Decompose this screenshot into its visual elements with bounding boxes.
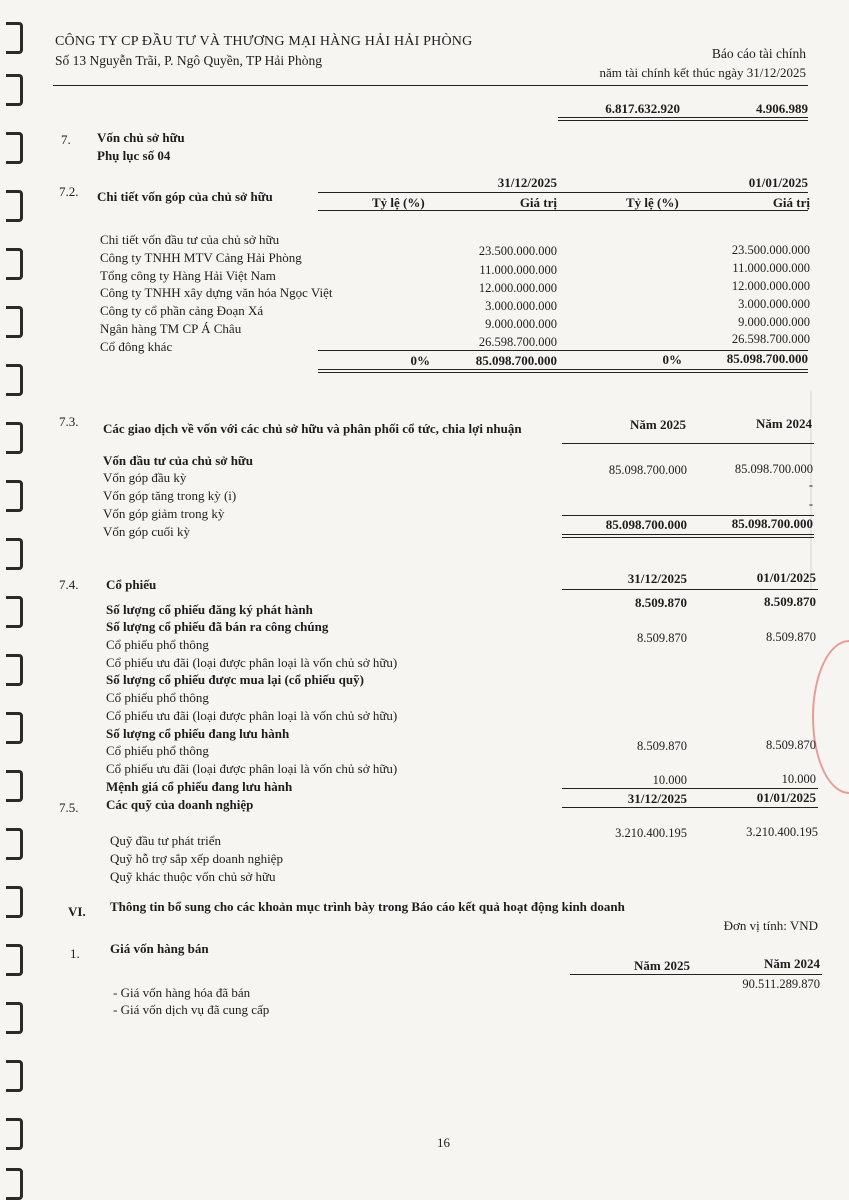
row-label: Mệnh giá cổ phiếu đang lưu hành [106, 779, 293, 794]
value-b: - [808, 478, 813, 492]
carry-total-b: 4.906.989 [756, 101, 808, 116]
row-label: Ngân hàng TM CP Á Châu [100, 321, 242, 336]
value-b: 12.000.000.000 [731, 279, 810, 293]
value-b: 8.509.870 [766, 630, 816, 644]
value-a: 85.098.700.000 [608, 463, 687, 477]
column-header: 31/12/2025 [627, 791, 687, 806]
column-header: Tỷ lệ (%) [372, 195, 425, 210]
table-rule [318, 192, 808, 193]
column-header: 31/12/2025 [627, 571, 687, 586]
section-title: Giá vốn hàng bán [110, 941, 209, 956]
binder-ring [6, 538, 23, 570]
section-number: 7.5. [59, 800, 79, 815]
column-date: 31/12/2025 [497, 175, 557, 190]
value-b: 10.000 [781, 772, 816, 786]
binder-ring [6, 190, 23, 222]
value-a: 23.500.000.000 [478, 244, 557, 258]
value-b: 26.598.700.000 [731, 332, 810, 346]
binder-ring [6, 1060, 23, 1092]
row-label: Cổ đông khác [100, 339, 173, 354]
company-name: CÔNG TY CP ĐẦU TƯ VÀ THƯƠNG MẠI HÀNG HẢI HẢI PHÒNG [55, 34, 473, 49]
value-b: - [808, 497, 813, 511]
row-label: Cổ phiếu ưu đãi (loại được phân loại là vốn chủ sở hữu) [106, 708, 398, 723]
binder-ring [6, 422, 23, 454]
column-header: 01/01/2025 [756, 570, 816, 585]
section-number: 7.2. [59, 184, 79, 199]
table-rule [318, 210, 808, 211]
section-title: Cổ phiếu [106, 577, 157, 592]
binder-ring [6, 1118, 23, 1150]
value-a: 8.509.870 [635, 595, 687, 610]
binder-ring [6, 248, 23, 280]
row-label: Cổ phiếu phổ thông [106, 743, 209, 758]
row-label: Số lượng cổ phiếu đang lưu hành [106, 726, 290, 741]
row-label: Số lượng cổ phiếu được mua lại (cổ phiếu quỹ) [106, 672, 364, 687]
carry-total-a: 6.817.632.920 [605, 101, 680, 116]
table-rule [562, 443, 814, 444]
value-a: 11.000.000.000 [479, 263, 557, 277]
value-a: 8.509.870 [637, 739, 687, 753]
row-label: Quỹ đầu tư phát triển [110, 833, 222, 848]
total-value-b: 85.098.700.000 [726, 351, 808, 366]
binder-ring [6, 654, 23, 686]
column-header: Năm 2025 [634, 958, 690, 973]
row-label: Vốn góp giảm trong kỳ [103, 506, 225, 521]
section-title: Các giao dịch về vốn với các chủ sở hữu và phân phối cổ tức, chia lợi nhuận [103, 421, 522, 436]
row-label: Vốn góp đầu kỳ [103, 470, 187, 485]
table-rule [562, 807, 818, 808]
section-title: Các quỹ của doanh nghiệp [106, 797, 254, 812]
page-number: 16 [437, 1135, 450, 1150]
section-number: 7.3. [59, 414, 79, 429]
value-b: 11.000.000.000 [732, 261, 810, 275]
total-value-a: 85.098.700.000 [475, 353, 557, 368]
table-rule [570, 974, 822, 975]
value-b: 9.000.000.000 [738, 315, 810, 329]
binder-ring [6, 480, 23, 512]
binder-ring [6, 712, 23, 744]
row-label: Tổng công ty Hàng Hải Việt Nam [100, 268, 276, 283]
column-date: 01/01/2025 [748, 175, 808, 190]
double-rule [558, 117, 808, 121]
row-label: Công ty TNHH MTV Cảng Hải Phòng [100, 250, 302, 265]
binder-ring [6, 886, 23, 918]
value-a: 3.000.000.000 [485, 299, 557, 313]
row-label: Công ty TNHH xây dựng văn hóa Ngọc Việt [100, 285, 333, 300]
section-title: Vốn chủ sở hữu [97, 130, 185, 145]
section-title: Chi tiết vốn góp của chủ sở hữu [97, 189, 273, 204]
faded-stamp [810, 390, 849, 590]
binder-ring [6, 306, 23, 338]
row-label: Công ty cổ phần cảng Đoạn Xá [100, 303, 264, 318]
value-a: 26.598.700.000 [478, 335, 557, 349]
row-label: Quỹ hỗ trợ sắp xếp doanh nghiệp [110, 851, 283, 866]
value-b: 3.210.400.195 [746, 825, 818, 839]
double-rule [318, 369, 808, 373]
binder-ring [6, 596, 23, 628]
value-a: 10.000 [652, 773, 687, 787]
row-label: Cổ phiếu ưu đãi (loại được phân loại là vốn chủ sở hữu) [106, 761, 398, 776]
value-b: 8.509.870 [766, 738, 816, 752]
column-header: Tỷ lệ (%) [626, 195, 679, 210]
binder-ring [6, 22, 23, 54]
value-b: 85.098.700.000 [731, 516, 813, 531]
binder-ring [6, 1168, 23, 1200]
value-a: 8.509.870 [637, 631, 687, 645]
report-period: năm tài chính kết thúc ngày 31/12/2025 [599, 65, 806, 80]
value-b: 3.000.000.000 [738, 297, 810, 311]
column-header: Năm 2024 [756, 416, 812, 431]
value-a: 12.000.000.000 [478, 281, 557, 295]
row-label: Quỹ khác thuộc vốn chủ sở hữu [110, 869, 276, 884]
section-title: Thông tin bổ sung cho các khoản mục trình bày trong Báo cáo kết quả hoạt động kinh doanh [110, 899, 625, 914]
column-header: Năm 2025 [630, 417, 686, 432]
table-rule [562, 788, 818, 789]
row-label: Số lượng cổ phiếu đã bán ra công chúng [106, 619, 329, 634]
binder-ring [6, 364, 23, 396]
binder-ring [6, 944, 23, 976]
column-header: Giá trị [519, 195, 557, 210]
column-header: 01/01/2025 [756, 790, 816, 805]
row-label: Cổ phiếu phổ thông [106, 690, 209, 705]
row-label: - Giá vốn dịch vụ đã cung cấp [113, 1002, 270, 1017]
total-ratio-b: 0% [662, 352, 682, 367]
value-a: 3.210.400.195 [615, 826, 687, 840]
unit-label: Đơn vị tính: VND [723, 918, 818, 933]
binder-ring [6, 770, 23, 802]
binder-ring [6, 132, 23, 164]
row-label: Cổ phiếu phổ thông [106, 637, 209, 652]
row-label: Số lượng cổ phiếu đăng ký phát hành [106, 602, 313, 617]
section-number: 7.4. [59, 577, 79, 592]
binder-ring [6, 74, 23, 106]
row-label: Vốn góp cuối kỳ [103, 524, 191, 539]
row-label: Chi tiết vốn đầu tư của chủ sở hữu [100, 232, 280, 247]
column-header: Năm 2024 [764, 956, 820, 971]
appendix-label: Phụ lục số 04 [97, 148, 171, 163]
company-address: Số 13 Nguyễn Trãi, P. Ngô Quyền, TP Hải Phòng [55, 53, 323, 68]
report-title: Báo cáo tài chính [711, 46, 806, 61]
binder-ring [6, 828, 23, 860]
header-rule [53, 85, 808, 86]
value-b: 90.511.289.870 [742, 977, 820, 991]
table-rule [562, 589, 818, 590]
row-label: Vốn góp tăng trong kỳ (i) [103, 488, 237, 503]
section-number: 1. [70, 946, 80, 961]
column-header: Giá trị [772, 195, 810, 210]
section-number: 7. [61, 132, 71, 147]
section-number: VI. [68, 904, 86, 919]
row-label: Cổ phiếu ưu đãi (loại được phân loại là vốn chủ sở hữu) [106, 655, 398, 670]
binder-ring [6, 1002, 23, 1034]
double-rule [562, 534, 814, 538]
value-b: 23.500.000.000 [731, 243, 810, 257]
subsection-label: Vốn đầu tư của chủ sở hữu [103, 453, 253, 468]
total-ratio-a: 0% [410, 353, 430, 368]
red-seal-stamp [812, 640, 849, 794]
value-b: 8.509.870 [764, 594, 816, 609]
value-a: 9.000.000.000 [485, 317, 557, 331]
value-b: 85.098.700.000 [734, 462, 813, 476]
row-label: - Giá vốn hàng hóa đã bán [113, 985, 251, 1000]
value-a: 85.098.700.000 [605, 517, 687, 532]
